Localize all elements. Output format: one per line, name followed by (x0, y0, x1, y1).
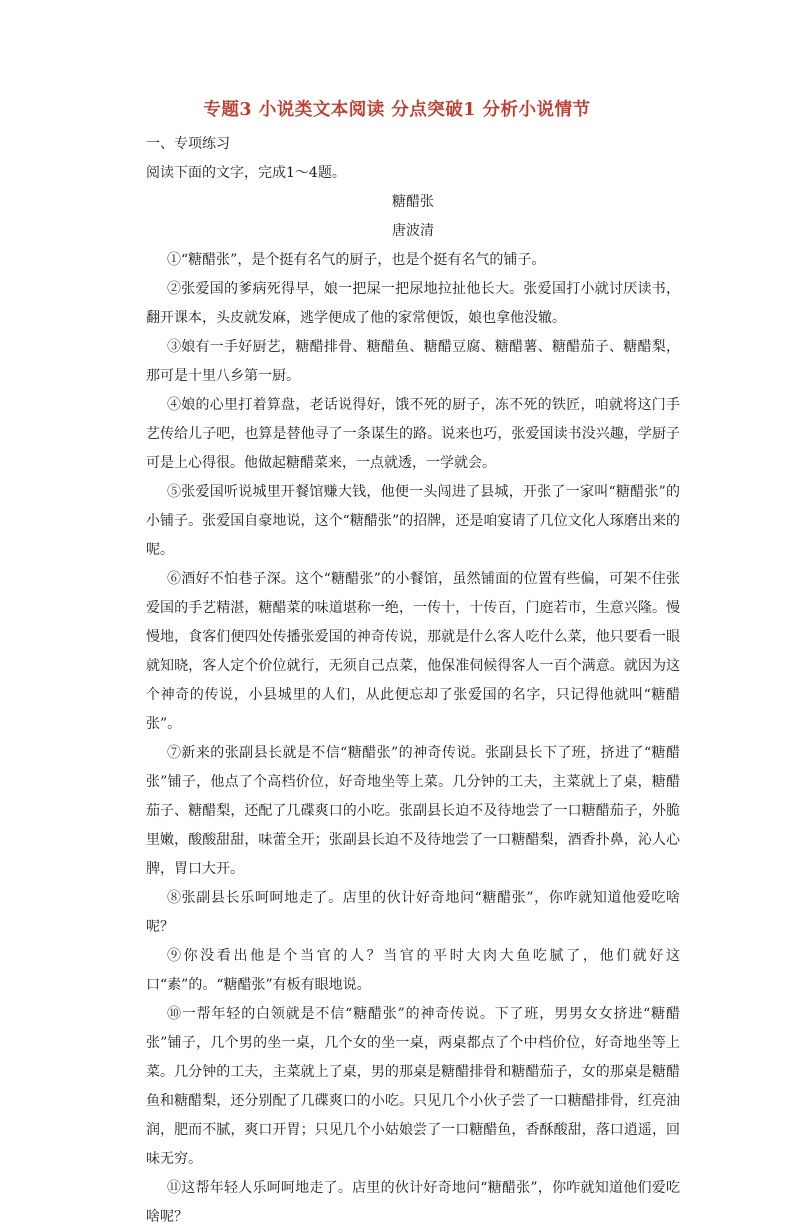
paragraph-6: ⑥酒好不怕巷子深。这个“糖醋张”的小餐馆，虽然铺面的位置有些偏，可架不住张爱国的手艺精湛，糖醋菜的味道堪称一绝，一传十，十传百，门庭若市，生意兴隆。慢慢地，食客们便四处传播张爱国的神奇传说，那就是什么客人吃什么菜，他只要看一眼就知晓，客人定个价位就行，无须自己点菜，他保准伺候得客人一百个满意。就因为这个神奇的传说，小县城里的人们，从此便忘却了张爱国的名字，只记得他就叫“糖醋张”。 (146, 571, 680, 732)
paragraph-8: ⑧张副县长乐呵呵地走了。店里的伙计好奇地问“糖醋张”，你咋就知道他爱吃啥呢？ (146, 890, 680, 935)
paragraph-5: ⑤张爱国听说城里开餐馆赚大钱，他便一头闯进了县城，开张了一家叫“糖醋张”的小铺子。张爱国自豪地说，这个“糖醋张”的招牌，还是咱宴请了几位文化人琢磨出来的呢。 (146, 484, 680, 558)
document-body (146, 130, 680, 1232)
paragraph-7: ⑦新来的张副县长就是不信“糖醋张”的神奇传说。张副县长下了班，挤进了“糖醋张”铺子，他点了个高档价位，好奇地坐等上菜。几分钟的工夫，主菜就上了桌，糖醋茄子、糖醋梨，还配了几碟爽口的小吃。张副县长迫不及待地尝了一口糖醋茄子，外脆里嫩，酸酸甜甜，味蕾全开；张副县长迫不及待地尝了一口糖醋梨，酒香扑鼻，沁人心脾，胃口大开。 (146, 745, 680, 877)
paragraph-4: ④娘的心里打着算盘，老话说得好，饿不死的厨子，冻不死的铁匠，咱就将这门手艺传给儿子吧，也算是替他寻了一条谋生的路。说来也巧，张爱国读书没兴趣，学厨子可是上心得很。他做起糖醋菜来，一点就透，一学就会。 (146, 397, 680, 471)
paragraph-11: ⑪这帮年轻人乐呵呵地走了。店里的伙计好奇地问“糖醋张”，你咋就知道他们爱吃啥呢？ (146, 1180, 680, 1225)
paragraph-3: ③娘有一手好厨艺，糖醋排骨、糖醋鱼、糖醋豆腐、糖醋薯、糖醋茄子、糖醋梨，那可是十里八乡第一厨。 (146, 339, 680, 384)
paragraph-10: ⑩一帮年轻的白领就是不信“糖醋张”的神奇传说。下了班，男男女女挤进“糖醋张”铺子，几个男的坐一桌，几个女的坐一桌，两桌都点了个中档价位，好奇地坐等上菜。几分钟的工夫，主菜就上了桌，男的那桌是糖醋排骨和糖醋茄子，女的那桌是糖醋鱼和糖醋梨，还分别配了几碟爽口的小吃。只见几个小伙子尝了一口糖醋排骨，红亮油润，肥而不腻，爽口开胃；只见几个小姑娘尝了一口糖醋鱼，香酥酸甜，落口逍遥，回味无穷。 (146, 1006, 680, 1167)
story-author: 唐波清 (392, 223, 434, 239)
section-heading: 一、专项练习 (146, 136, 230, 152)
document-title: 专题3 小说类文本阅读 分点突破1 分析小说情节 (203, 100, 591, 120)
instruction-text: 阅读下面的文字，完成1～4题。 (146, 165, 346, 181)
paragraph-9: ⑨你没看出他是个当官的人？当官的平时大肉大鱼吃腻了，他们就好这口“素”的。“糖醋张”有板有眼地说。 (146, 948, 680, 993)
story-title: 糖醋张 (392, 194, 434, 210)
paragraph-2: ②张爱国的爹病死得早，娘一把屎一把尿地拉扯他长大。张爱国打小就讨厌读书，翻开课本，头皮就发麻，逃学便成了他的家常便饭，娘也拿他没辙。 (146, 281, 680, 326)
paragraph-1: ①“糖醋张”，是个挺有名气的厨子，也是个挺有名气的铺子。 (167, 252, 546, 268)
